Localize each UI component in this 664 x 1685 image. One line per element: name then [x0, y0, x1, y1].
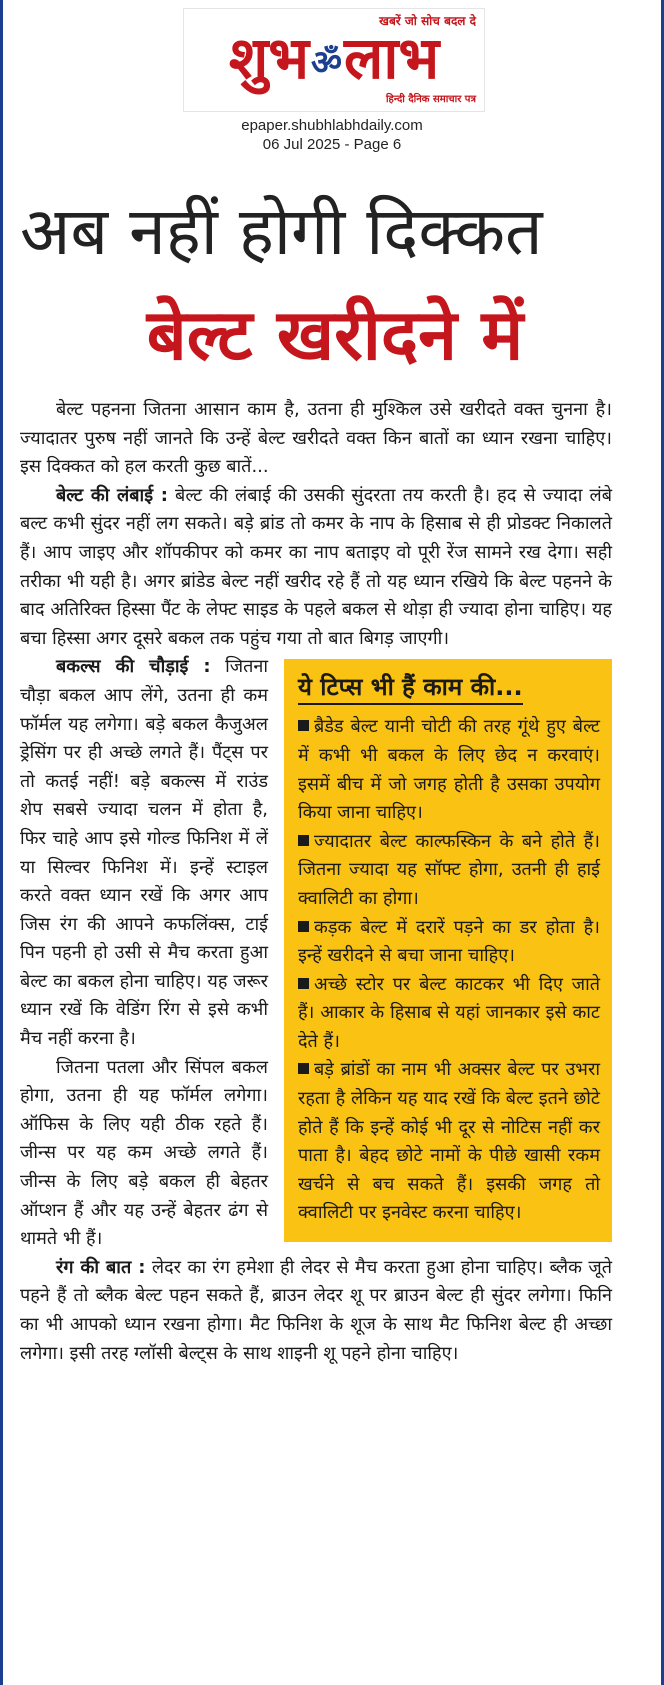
tip-item: कड़क बेल्ट में दरारें पड़ने का डर होता है। इन्हें खरीदने से बचा जाना चाहिए। — [298, 916, 600, 967]
epaper-info — [0, 116, 664, 154]
masthead-tagline: खबरें जो सोच बदल दे — [379, 14, 476, 28]
article-para-length — [20, 482, 612, 654]
subheading-buckle-width: बकल्स की चौड़ाई : — [56, 656, 211, 678]
tips-box — [284, 659, 612, 1242]
bullet-square-icon — [298, 921, 309, 932]
masthead-name — [190, 23, 478, 98]
bullet-square-icon — [298, 978, 309, 989]
subheading-belt-length: बेल्ट की लंबाई : — [56, 484, 168, 506]
epaper-date-page: 06 Jul 2025 - Page 6 — [262, 136, 402, 153]
masthead-name-left: शुभ — [228, 24, 310, 92]
subheading-color: रंग की बात : — [56, 1256, 146, 1278]
tips-title: ये टिप्स भी हैं काम की... — [298, 671, 523, 705]
ganesh-icon: ॐ — [311, 43, 343, 83]
tip-item: ज्यादातर बेल्ट काल्फस्किन के बने होते हैं। जितना ज्यादा यह सॉफ्ट होगा, उतनी ही हाई क्वालिटी का होगा। — [298, 830, 600, 909]
masthead-logo — [183, 8, 485, 112]
para-buckle-text: जितना चौड़ा बकल आप लेंगे, उतना ही कम फॉर्मल यह लगेगा। बड़े बकल कैजुअल ड्रेसिंग पर ही अच्छे लगते हैं। पैंट्स पर तो कतई नहीं! बड़े बकल्स में राउंड शेप सबसे ज्यादा चलन में होता है, फिर चाहे आप इसे गोल्ड फिनिश में लें या सिल्वर फिनिश में। इन्हें स्टाइल करते वक्त ध्यान रखें कि अगर आप जिस रंग की आपने कफलिंक्स, टाई पिन पहनी हो उसी से मैच करता हुआ बेल्ट का बकल होना चाहिए। यह जरूर ध्यान रखें कि वेडिंग रिंग से इसे कभी मैच नहीं करना है। — [20, 656, 269, 1050]
tip-item: बड़े ब्रांडों का नाम भी अक्सर बेल्ट पर उभरा रहता है लेकिन यह याद रखें कि बेल्ट इतने छोटे होते हैं कि इन्हें कोई भी दूर से नोटिस नहीं कर पाता है। बेहद छोटे नामों के पीछे खासी रकम खर्चने से बच सकते हैं। इसकी जगह तो क्वालिटी पर इनवेस्ट करना चाहिए। — [298, 1059, 600, 1224]
para-belt-length-text: बेल्ट की लंबाई की उसकी सुंदरता तय करती है। हद से ज्यादा लंबे बल्ट कभी सुंदर नहीं लग सकते। बड़े ब्रांड तो कमर के नाप के हिसाब से ही प्रोडक्ट निकालते हैं। आप जाइए और शॉपकीपर को कमर का नाप बताइए वो पूरी रेंज सामने रख देगा। सही तरीका भी यही है। अगर ब्रांडेड बेल्ट नहीं खरीद रहे हैं तो यह ध्यान रखिये कि बेल्ट पहनने के बाद अतिरिक्त हिस्सा पैंट के लेफ्ट साइड के पहले बकल से थोड़ा ही ज्यादा होना चाहिए। यह बचा हिस्सा अगर दूसरे बकल तक पहुंच गया तो बात बिगड़ जाएगी। — [20, 484, 612, 649]
tip-item: ब्रैडेड बेल्ट यानी चोटी की तरह गूंथे हुए बेल्ट में कभी भी बकल के लिए छेद न करवाएं। इसमें बीच में जो जगह होती है उसका उपयोग किया जाना चाहिए। — [298, 716, 600, 824]
headline-line1: अब नहीं होगी दिक्कत — [20, 193, 543, 270]
masthead-subtitle: हिन्दी दैनिक समाचार पत्र — [385, 94, 476, 105]
bullet-square-icon — [298, 720, 309, 731]
epaper-url[interactable]: epaper.shubhlabhdaily.com — [241, 117, 423, 134]
article-intro: बेल्ट पहनना जितना आसान काम है, उतना ही मुश्किल उसे खरीदते वक्त चुनना है। ज्यादातर पुरुष नहीं जानते कि उन्हें बेल्ट खरीदते वक्त किन बातों का ध्यान रखना चाहिए। इस दिक्कत को हल करती कुछ बातें... — [20, 399, 612, 478]
article-para-thin-buckle: जितना पतला और सिंपल बकल होगा, उतना ही यह फॉर्मल लगेगा। ऑफिस के लिए यही ठीक रहते हैं। जीन्स पर यह कम अच्छे लगते हैं। जीन्स के लिए बड़े बकल ही बेहतर ऑप्शन हैं और यह उन्हें बेहतर ढंग से थामते भी हैं। — [20, 1056, 268, 1250]
bullet-square-icon — [298, 835, 309, 846]
article-body — [20, 396, 612, 1368]
para-color-text: लेदर का रंग हमेशा ही लेदर से मैच करता हुआ होना चाहिए। ब्लैक जूते पहने हैं तो ब्लैक बेल्ट पहन सकते हैं, ब्राउन लेदर शू पर ब्राउन बेल्ट ही सुंदर लगेगा। फिनि का भी आपको ध्यान रखना होगा। मैट फिनिश के शूज के साथ मैट फिनिश बेल्ट ही अच्छा लगेगा। इसी तरह ग्लॉसी बेल्ट्स के साथ शाइनी शू पहने होना चाहिए। — [20, 1256, 612, 1364]
bullet-square-icon — [298, 1063, 309, 1074]
article-para-color — [20, 1254, 612, 1368]
tip-item: अच्छे स्टोर पर बेल्ट काटकर भी दिए जाते हैं। आकार के हिसाब से यहां जानकार इसे काट देते हैं। — [298, 973, 600, 1052]
headline-line2: बेल्ट खरीदने में — [146, 294, 524, 376]
masthead-name-right: लाभ — [344, 24, 440, 92]
